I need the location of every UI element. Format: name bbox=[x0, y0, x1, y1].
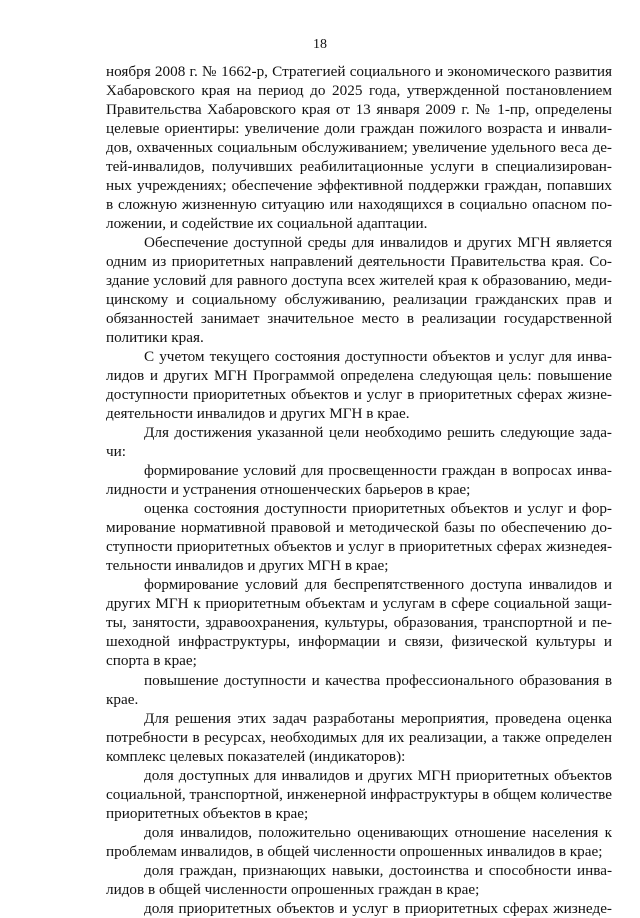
text-line: С учетом текущего состояния доступности объектов и услуг для инва- bbox=[144, 348, 612, 366]
text-line: Обеспечение доступной среды для инвалидов и других МГН является bbox=[144, 234, 612, 252]
text-line: других МГН к приоритетным объектам и услугам в сфере социальной защи- bbox=[106, 595, 612, 613]
text-line: целевые ориентиры: увеличение доли граждан пожилого возраста и инвали- bbox=[106, 120, 612, 138]
text-line: Для решения этих задач разработаны мероприятия, проведена оценка bbox=[144, 709, 612, 727]
text-line: лидности и устранения отношенческих барьеров в крае; bbox=[106, 481, 471, 499]
text-line: ноября 2008 г. № 1662-р, Стратегией социального и экономического развития bbox=[106, 63, 612, 80]
text-line: комплекс целевых показателей (индикаторов): bbox=[106, 747, 406, 765]
text-line: доля граждан, признающих навыки, достоинства и способности инва- bbox=[144, 861, 612, 879]
page-number: 18 bbox=[313, 37, 327, 52]
text-line: тельности инвалидов и других МГН в крае; bbox=[106, 557, 389, 575]
text-line: лидов в общей численности опрошенных граждан в крае; bbox=[106, 880, 480, 898]
text-line: мирование нормативной правовой и методической базы по обеспечению до- bbox=[106, 519, 612, 537]
text-line: тей-инвалидов, получивших реабилитационные услуги в специализирован- bbox=[106, 158, 612, 176]
text-line: потребности в ресурсах, необходимых для их реализации, а также определен bbox=[106, 728, 612, 746]
text-line: здание условий для равного доступа всех жителей края к образованию, меди- bbox=[106, 272, 612, 290]
text-line: ступности приоритетных объектов и услуг в приоритетных сферах жизнедея- bbox=[106, 538, 612, 556]
text-line: чи: bbox=[106, 443, 126, 461]
text-line: доля доступных для инвалидов и других МГН приоритетных объектов bbox=[144, 766, 612, 784]
text-line: ных учреждениях; обеспечение эффективной поддержки граждан, попавших bbox=[106, 177, 612, 195]
text-line: доступности приоритетных объектов и услуг в приоритетных сферах жизне- bbox=[106, 386, 612, 404]
text-line: ложении, и содействие их социальной адаптации. bbox=[106, 215, 428, 233]
text-line: крае. bbox=[106, 690, 139, 708]
text-line: политики края. bbox=[106, 329, 204, 347]
text-line: доля инвалидов, положительно оценивающих отношение населения к bbox=[144, 823, 612, 841]
text-line: приоритетных объектов в крае; bbox=[106, 804, 309, 822]
text-line: деятельности инвалидов и других МГН в крае. bbox=[106, 405, 410, 423]
body-text bbox=[106, 62, 612, 918]
text-line: шеходной инфраструктуры, информации и связи, физической культуры и bbox=[106, 633, 612, 651]
text-line: дов, охваченных социальным обслуживанием; увеличение удельного веса де- bbox=[106, 139, 612, 157]
text-line: лидов и других МГН Программой определена следующая цель: повышение bbox=[106, 367, 612, 385]
text-line: Правительства Хабаровского края от 13 января 2009 г. № 1-пр, определены bbox=[106, 101, 612, 119]
text-line: одним из приоритетных направлений деятельности Правительства края. Со- bbox=[106, 253, 612, 271]
text-line: спорта в крае; bbox=[106, 652, 197, 670]
text-line: Хабаровского края на период до 2025 года, утвержденной постановлением bbox=[106, 82, 612, 100]
text-line: проблемам инвалидов, в общей численности опрошенных инвалидов в крае; bbox=[106, 842, 603, 860]
text-line: повышение доступности и качества профессионального образования в bbox=[144, 671, 612, 689]
text-line: социальной, транспортной, инженерной инфраструктуры в общем количестве bbox=[106, 785, 612, 803]
text-line: формирование условий для просвещенности граждан в вопросах инва- bbox=[144, 462, 612, 480]
text-line: Для достижения указанной цели необходимо решить следующие зада- bbox=[144, 424, 612, 442]
text-line: доля приоритетных объектов и услуг в приоритетных сферах жизнеде- bbox=[144, 899, 612, 917]
text-line: оценка состояния доступности приоритетных объектов и услуг и фор- bbox=[144, 500, 612, 518]
text-line: цинскому и социальному обслуживанию, реализации гражданских прав и bbox=[106, 291, 612, 309]
text-line: ты, занятости, здравоохранения, культуры, образования, транспортной и пе- bbox=[106, 614, 612, 632]
text-line: обязанностей занимает значительное место в реализации государственной bbox=[106, 310, 612, 328]
text-line: в сложную жизненную ситуацию или находящихся в социально опасном по- bbox=[106, 196, 612, 214]
text-line: формирование условий для беспрепятственного доступа инвалидов и bbox=[144, 576, 612, 594]
